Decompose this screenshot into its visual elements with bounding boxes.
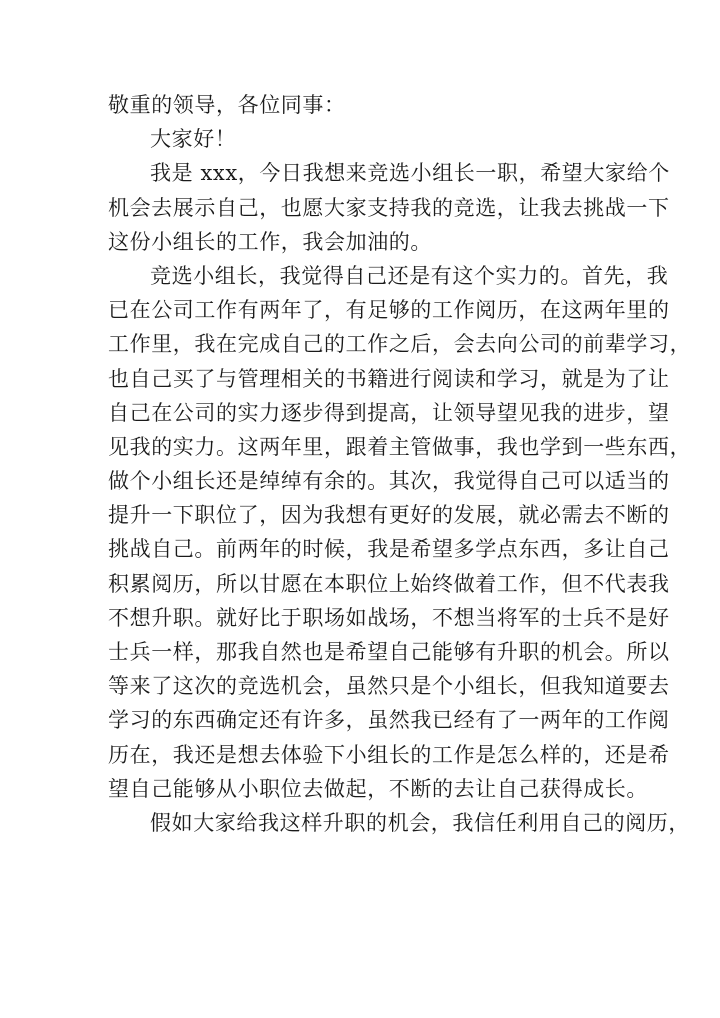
paragraph-line: 也自己买了与管理相关的书籍进行阅读和学习，就是为了让 <box>108 366 670 391</box>
paragraph-line: 做个小组长还是绰绰有余的。其次，我觉得自己可以适当的 <box>108 469 670 494</box>
paragraph-line: 自己在公司的实力逐步得到提高，让领导望见我的进步，望 <box>108 400 670 425</box>
paragraph-line: 我是 xxx，今日我想来竞选小组长一职，希望大家给个 <box>150 161 670 186</box>
paragraph-line: 积累阅历，所以甘愿在本职位上始终做着工作，但不代表我 <box>108 571 670 596</box>
paragraph-line: 见我的实力。这两年里，跟着主管做事，我也学到一些东西， <box>108 434 692 459</box>
paragraph-line: 已在公司工作有两年了，有足够的工作阅历，在这两年里的 <box>108 298 670 323</box>
greeting-line: 大家好！ <box>150 127 237 152</box>
paragraph-line: 望自己能够从小职位去做起，不断的去让自己获得成长。 <box>108 776 648 801</box>
salutation-line: 敬重的领导，各位同事： <box>108 93 346 117</box>
paragraph-line: 学习的东西确定还有许多，虽然我已经有了一两年的工作阅 <box>108 708 670 733</box>
paragraph-line: 等来了这次的竞选机会，虽然只是个小组长，但我知道要去 <box>108 674 670 699</box>
paragraph-line: 历在，我还是想去体验下小组长的工作是怎么样的，还是希 <box>108 742 670 767</box>
speech-text <box>108 88 692 840</box>
paragraph-line: 不想升职。就好比于职场如战场，不想当将军的士兵不是好 <box>108 605 670 630</box>
paragraph-line: 这份小组长的工作，我会加油的。 <box>108 229 432 254</box>
paragraph-line: 竞选小组长，我觉得自己还是有这个实力的。首先，我 <box>150 263 669 288</box>
paragraph-line: 机会去展示自己，也愿大家支持我的竞选，让我去挑战一下 <box>108 195 670 220</box>
paragraph-line: 提升一下职位了，因为我想有更好的发展，就必需去不断的 <box>108 503 670 528</box>
paragraph-line: 挑战自己。前两年的时候，我是希望多学点东西，多让自己 <box>108 537 670 562</box>
paragraph-line: 士兵一样，那我自然也是希望自己能够有升职的机会。所以 <box>108 640 670 664</box>
paragraph-line: 工作里，我在完成自己的工作之后，会去向公司的前辈学习， <box>108 332 692 357</box>
paragraph-line: 假如大家给我这样升职的机会，我信任利用自己的阅历， <box>150 810 690 835</box>
